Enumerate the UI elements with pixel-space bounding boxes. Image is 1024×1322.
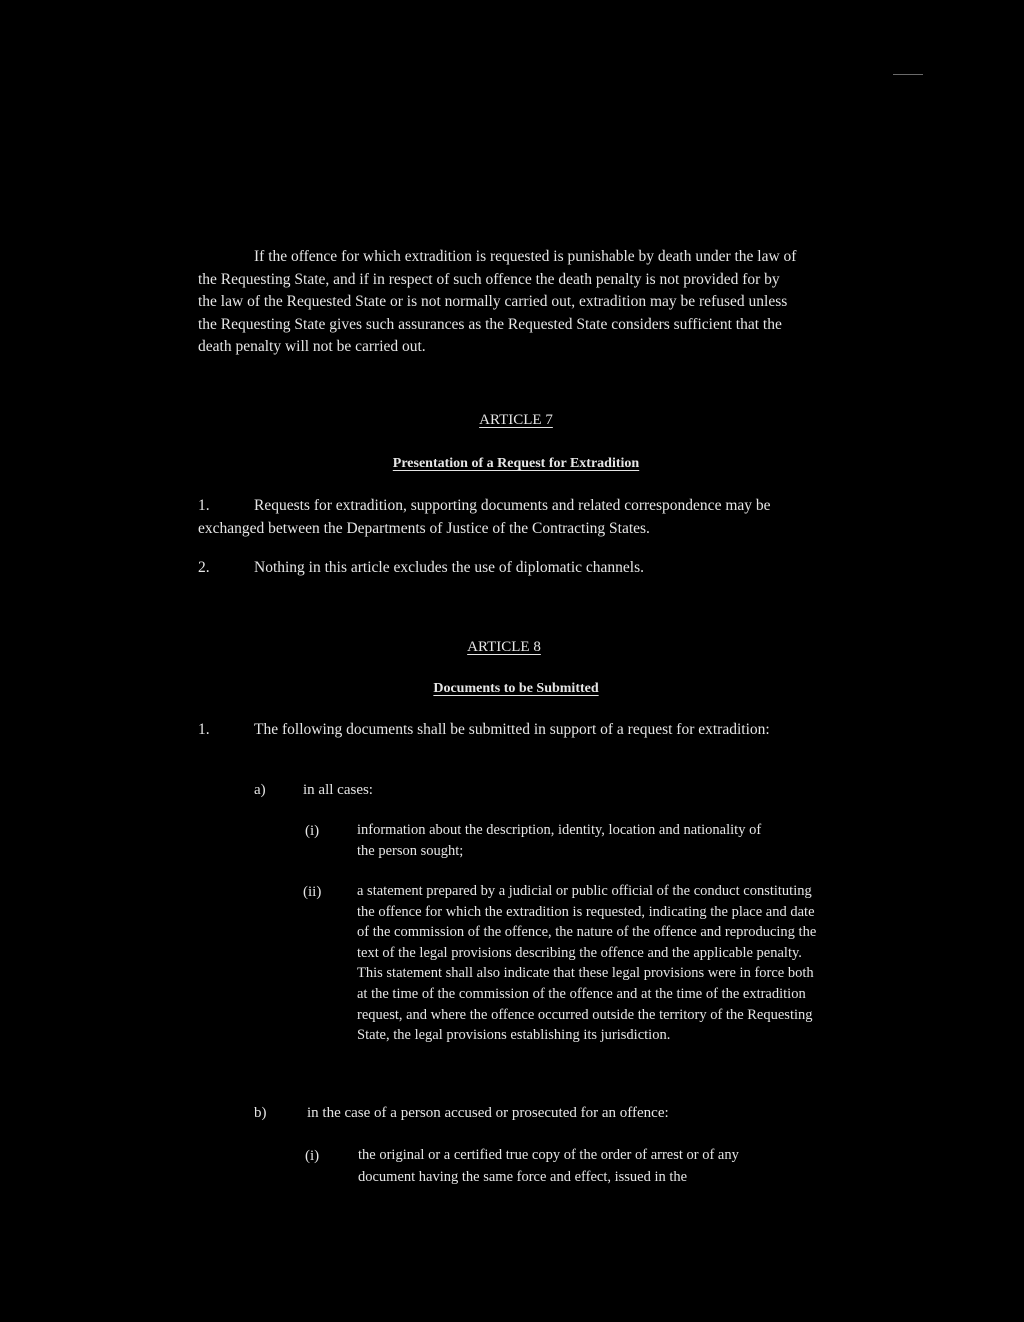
clause-a-i-text: information about the description, identity, location and nationality of the person sought; — [357, 822, 762, 859]
clause-a-ii-text: a statement prepared by a judicial or public official of the conduct constituting the offence for which the extradition is requested, indicating the place and date of the commission of the offence, the nature of the offence and reproducing the text of the legal provisions describing the offence and the applicable penalty. This statement shall also indicate that these legal provisions were in force both at the time of the commission of the offence and at the time of the extradition request, and where the offence occurred outside the territory of the Requesting State, the legal provisions establishing its jurisdiction. — [357, 883, 817, 1044]
clause-b-i-text: the original or a certified true copy of the order of arrest or of any document having the same force and effect, issued in the — [358, 1147, 739, 1185]
clause-a-label: a) — [254, 782, 266, 798]
article-7-item-2-text: Nothing in this article excludes the use of diplomatic channels. — [254, 559, 644, 576]
article-8-subheading: Documents to be Submitted — [433, 681, 599, 696]
article-7-item-1-number: 1. — [198, 497, 210, 514]
clause-b-label: b) — [254, 1105, 267, 1121]
article-8-item-1-number: 1. — [198, 721, 210, 738]
article-8-item-1-text: The following documents shall be submitted in support of a request for extradition: — [254, 721, 770, 738]
clause-b-text: in the case of a person accused or prosecuted for an offence: — [307, 1105, 669, 1121]
scan-mark — [893, 74, 923, 75]
clause-b-i-label: (i) — [305, 1148, 320, 1164]
article-7-subheading: Presentation of a Request for Extradition — [392, 456, 640, 471]
article-7-item-2-number: 2. — [198, 559, 210, 576]
article-7-item-1-text: Requests for extradition, supporting documents and related correspondence may be exchanged between the Departments of Justice of the Contracting States. — [198, 497, 771, 537]
clause-a-text: in all cases: — [303, 782, 373, 798]
clause-a-i-label: (i) — [305, 823, 320, 839]
article-8-heading: ARTICLE 8 — [467, 639, 541, 655]
intro-paragraph: If the offence for which extradition is requested is punishable by death under the law of the Requesting State, and if in respect of such offence the death penalty is not provided for by the law of the Requested State or is not normally carried out, extradition may be refused unless the Requesting State gives such assurances as the Requested State considers sufficient that the death penalty will not be carried out. — [198, 248, 797, 355]
clause-a-ii-label: (ii) — [303, 884, 322, 900]
article-7-heading: ARTICLE 7 — [479, 412, 553, 428]
